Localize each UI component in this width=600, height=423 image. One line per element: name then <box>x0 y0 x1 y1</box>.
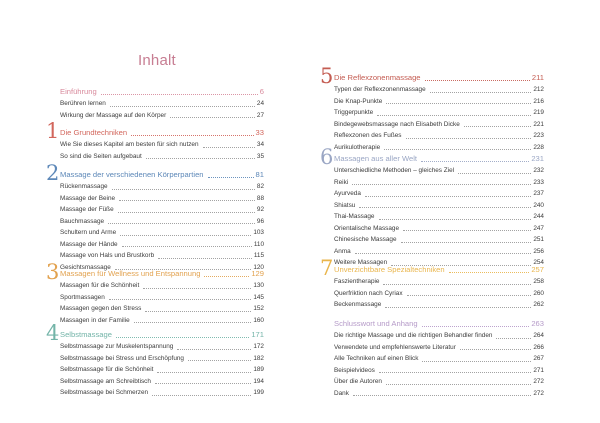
entry-title: Selbstmassage bei Schmerzen <box>60 389 149 397</box>
dot-leader <box>188 360 251 361</box>
dot-leader <box>359 207 531 208</box>
entry-title: Dank <box>334 389 349 397</box>
entry-title: Faszientherapie <box>334 278 380 285</box>
entry-page: 24 <box>256 100 264 107</box>
entry-title: Über die Autoren <box>334 378 382 386</box>
toc-entry[interactable] <box>334 299 544 311</box>
entry-title: Gesichtsmassage <box>60 263 111 271</box>
chapter-title: Massagen aus aller Welt <box>334 154 418 163</box>
chapter-page: 6 <box>259 87 264 96</box>
toc-section-grundtechniken <box>46 119 264 162</box>
entry-page: 267 <box>533 355 544 363</box>
toc-entry[interactable] <box>334 84 544 96</box>
chapter-number: 3 <box>46 260 60 284</box>
entry-title: Die richtige Massage und die richtigen Behandler finden <box>334 332 493 339</box>
dot-leader <box>203 147 255 148</box>
toc-entry[interactable] <box>60 250 264 262</box>
toc-entry[interactable] <box>334 142 544 154</box>
dot-leader <box>118 212 255 213</box>
entry-title: Alle Techniken auf einen Blick <box>334 355 419 363</box>
dot-leader <box>120 235 251 236</box>
entry-title: Bauchmassage <box>60 217 105 225</box>
entry-title: Querfriktion nach Cyriax <box>334 289 403 297</box>
entry-page: 233 <box>533 178 544 186</box>
dot-leader <box>108 223 255 224</box>
chapter-heading[interactable] <box>60 268 264 280</box>
entry-title: Beispielvideos <box>334 366 375 374</box>
entry-page: 212 <box>533 86 544 93</box>
page-title: Inhalt <box>138 52 176 69</box>
dot-leader <box>112 189 255 190</box>
chapter-page: 33 <box>255 128 264 137</box>
entry-title: Massage von Hals und Brustkorb <box>60 252 155 260</box>
entry-page: 96 <box>256 217 264 225</box>
dot-leader <box>353 395 531 396</box>
dot-leader <box>385 307 531 308</box>
entry-title: Shiatsu <box>334 201 356 209</box>
dot-leader <box>170 117 255 118</box>
chapter-title: Die Grundtechniken <box>60 128 128 137</box>
chapter-page: 129 <box>251 269 264 278</box>
dot-leader <box>204 276 249 277</box>
dot-leader <box>134 322 252 323</box>
dot-leader <box>145 311 251 312</box>
entry-title: Triggerpunkte <box>334 109 374 117</box>
entry-title: Wie Sie dieses Kapitel am besten für sich nutzen <box>60 141 199 148</box>
dot-leader <box>449 272 530 273</box>
entry-page: 34 <box>256 141 264 148</box>
toc-entry[interactable] <box>60 110 264 122</box>
entry-page: 232 <box>533 167 544 174</box>
toc-entry[interactable] <box>334 96 544 108</box>
entry-title: Reiki <box>334 178 349 186</box>
entry-title: Anma <box>334 247 351 255</box>
entry-page: 82 <box>256 183 264 190</box>
dot-leader <box>401 242 532 243</box>
dot-leader <box>403 230 531 231</box>
dot-leader <box>421 161 529 162</box>
dot-leader <box>158 258 252 259</box>
toc-entry[interactable] <box>60 280 264 292</box>
toc-entry[interactable] <box>60 139 264 151</box>
toc-entry[interactable] <box>60 387 264 399</box>
dot-leader <box>143 288 251 289</box>
entry-page: 103 <box>253 229 264 237</box>
toc-entry[interactable] <box>334 288 544 300</box>
dot-leader <box>152 395 251 396</box>
chapter-number: 5 <box>320 64 334 88</box>
entry-page: 271 <box>533 366 544 374</box>
entry-page: 88 <box>256 194 264 202</box>
dot-leader <box>355 253 532 254</box>
toc-entry[interactable] <box>334 188 544 200</box>
dot-leader <box>155 383 251 384</box>
dot-leader <box>458 173 531 174</box>
chapter-number: 1 <box>46 119 60 143</box>
dot-leader <box>422 326 530 327</box>
toc-entry[interactable] <box>60 151 264 163</box>
toc-entry[interactable] <box>334 276 544 288</box>
toc-section-anhang <box>334 318 544 399</box>
toc-entry[interactable] <box>334 353 544 365</box>
entry-title: Massage der Hände <box>60 240 118 248</box>
dot-leader <box>122 246 252 247</box>
dot-leader <box>352 184 531 185</box>
chapter-number: 4 <box>46 321 60 345</box>
entry-page: 237 <box>533 190 544 198</box>
entry-page: 92 <box>256 206 264 214</box>
entry-page: 27 <box>256 111 264 119</box>
chapter-page: 231 <box>531 154 544 163</box>
chapter-number: 7 <box>320 256 334 280</box>
toc-entry[interactable] <box>60 315 264 327</box>
entry-page: 35 <box>256 152 264 160</box>
dot-leader <box>377 115 531 116</box>
entry-title: Verwendete und empfehlenswerte Literatur <box>334 343 456 351</box>
chapter-title: Unverzichtbare Spezialtechniken <box>334 265 445 274</box>
entry-title: Selbstmassage am Schreibtisch <box>60 377 151 385</box>
entry-page: 251 <box>533 236 544 244</box>
dot-leader <box>386 384 531 385</box>
toc-entry[interactable] <box>60 227 264 239</box>
entry-title: Massagen für die Schönheit <box>60 282 140 289</box>
toc-entry[interactable] <box>334 165 544 177</box>
toc-entry[interactable] <box>60 216 264 228</box>
toc-entry[interactable] <box>60 376 264 388</box>
dot-leader <box>208 177 254 178</box>
dot-leader <box>383 284 531 285</box>
toc-entry[interactable] <box>60 364 264 376</box>
dot-leader <box>379 219 532 220</box>
entry-title: Bindegewebsmassage nach Elisabeth Dicke <box>334 120 460 128</box>
chapter-page: 81 <box>255 170 264 179</box>
entry-page: 115 <box>253 252 264 260</box>
toc-entry[interactable] <box>60 193 264 205</box>
entry-page: 266 <box>533 343 544 351</box>
chapter-number: 6 <box>320 145 334 169</box>
entry-title: Orientalische Massage <box>334 224 400 232</box>
dot-leader <box>131 135 253 136</box>
toc-entry[interactable] <box>334 211 544 223</box>
toc-section-selbstmassage <box>46 321 264 399</box>
dot-leader <box>177 349 251 350</box>
chapter-title: Massagen für Wellness und Entspannung <box>60 269 201 278</box>
chapter-page: 263 <box>531 319 544 328</box>
entry-title: Selbstmassage bei Stress und Erschöpfung <box>60 354 184 362</box>
chapter-title: Die Reflexzonenmassage <box>334 73 421 82</box>
entry-page: 194 <box>253 377 264 385</box>
entry-page: 262 <box>533 301 544 309</box>
entry-page: 182 <box>253 354 264 362</box>
entry-title: Typen der Reflexzonenmassage <box>334 86 426 93</box>
dot-leader <box>422 361 531 362</box>
chapter-heading[interactable] <box>334 153 544 165</box>
toc-entry[interactable] <box>60 353 264 365</box>
chapter-heading[interactable] <box>334 318 544 330</box>
dot-leader <box>116 337 249 338</box>
entry-page: 216 <box>533 97 544 105</box>
entry-title: Selbstmassage zur Muskelentspannung <box>60 343 174 350</box>
entry-page: 254 <box>533 259 544 267</box>
toc-section-koerperpartien <box>46 161 264 273</box>
toc-entry[interactable] <box>60 181 264 193</box>
dot-leader <box>425 80 530 81</box>
dot-leader <box>119 200 255 201</box>
entry-title: Aurikulotherapie <box>334 143 381 151</box>
entry-title: So sind die Seiten aufgebaut <box>60 152 142 160</box>
entry-page: 145 <box>253 293 264 301</box>
chapter-heading[interactable] <box>334 72 544 84</box>
entry-title: Selbstmassage für die Schönheit <box>60 366 154 374</box>
entry-page: 152 <box>253 305 264 313</box>
entry-title: Sportmassagen <box>60 293 105 301</box>
entry-title: Thai-Massage <box>334 213 375 221</box>
dot-leader <box>146 158 255 159</box>
chapter-page: 211 <box>531 73 544 82</box>
toc-entry[interactable] <box>60 98 264 110</box>
chapter-title: Selbstmassage <box>60 330 112 339</box>
dot-leader <box>407 295 532 296</box>
entry-page: 272 <box>533 378 544 386</box>
entry-page: 244 <box>533 213 544 221</box>
dot-leader <box>386 103 531 104</box>
dot-leader <box>157 372 251 373</box>
entry-title: Rückenmassage <box>60 183 108 190</box>
entry-page: 221 <box>533 120 544 128</box>
entry-page: 223 <box>533 132 544 140</box>
toc-entry[interactable] <box>334 365 544 377</box>
toc-entry[interactable] <box>334 342 544 354</box>
entry-page: 256 <box>533 247 544 255</box>
chapter-title: Einführung <box>60 87 97 96</box>
dot-leader <box>110 106 255 107</box>
toc-entry[interactable] <box>334 376 544 388</box>
dot-leader <box>109 299 252 300</box>
entry-title: Die Knap-Punkte <box>334 97 383 105</box>
chapter-page: 257 <box>531 265 544 274</box>
entry-page: 199 <box>253 389 264 397</box>
chapter-heading[interactable] <box>60 169 264 181</box>
toc-entry[interactable] <box>334 130 544 142</box>
chapter-title: Schlusswort und Anhang <box>334 319 418 328</box>
entry-title: Weitere Massagen <box>334 259 388 267</box>
toc-entry[interactable] <box>60 204 264 216</box>
toc-entry[interactable] <box>334 107 544 119</box>
toc-entry[interactable] <box>334 388 544 400</box>
toc-entry[interactable] <box>60 239 264 251</box>
entry-title: Ayurveda <box>334 190 361 198</box>
entry-page: 272 <box>533 389 544 397</box>
toc-entry[interactable] <box>334 223 544 235</box>
entry-page: 240 <box>533 201 544 209</box>
chapter-number: 2 <box>46 161 60 185</box>
toc-section-einfuehrung <box>60 86 264 121</box>
dot-leader <box>464 126 532 127</box>
chapter-title: Massage der verschiedenen Körperpartien <box>60 170 204 179</box>
toc-entry[interactable] <box>60 341 264 353</box>
chapter-heading[interactable] <box>60 127 264 139</box>
entry-title: Beckenmassage <box>334 301 382 309</box>
toc-entry[interactable] <box>60 292 264 304</box>
entry-page: 258 <box>533 278 544 285</box>
dot-leader <box>101 94 258 95</box>
entry-title: Massagen gegen den Stress <box>60 305 142 313</box>
toc-entry[interactable] <box>334 330 544 342</box>
toc-section-reflexzonen <box>320 64 544 153</box>
entry-page: 130 <box>253 282 264 289</box>
entry-page: 264 <box>533 332 544 339</box>
entry-title: Berühren lernen <box>60 100 106 107</box>
chapter-heading[interactable] <box>60 86 264 98</box>
entry-title: Reflexzonen des Fußes <box>334 132 402 140</box>
entry-page: 260 <box>533 289 544 297</box>
entry-title: Chinesische Massage <box>334 236 397 244</box>
dot-leader <box>384 149 531 150</box>
toc-entry[interactable] <box>334 177 544 189</box>
entry-page: 110 <box>253 240 264 248</box>
toc-entry[interactable] <box>334 246 544 258</box>
dot-leader <box>406 138 532 139</box>
entry-title: Schultern und Arme <box>60 229 117 237</box>
dot-leader <box>379 372 531 373</box>
chapter-heading[interactable] <box>334 264 544 276</box>
toc-entry[interactable] <box>334 234 544 246</box>
dot-leader <box>460 349 531 350</box>
dot-leader <box>430 92 532 93</box>
entry-title: Massage der Beine <box>60 194 116 202</box>
entry-page: 247 <box>533 224 544 232</box>
toc-entry[interactable] <box>334 119 544 131</box>
entry-title: Unterschiedliche Methoden – gleiches Ziel <box>334 167 455 174</box>
entry-page: 228 <box>533 143 544 151</box>
entry-page: 120 <box>253 263 264 271</box>
entry-title: Wirkung der Massage auf den Körper <box>60 111 167 119</box>
entry-page: 160 <box>253 316 264 324</box>
dot-leader <box>365 196 531 197</box>
entry-page: 172 <box>253 343 264 350</box>
dot-leader <box>496 338 531 339</box>
entry-page: 219 <box>533 109 544 117</box>
chapter-heading[interactable] <box>60 329 264 341</box>
entry-page: 189 <box>253 366 264 374</box>
toc-entry[interactable] <box>60 303 264 315</box>
toc-entry[interactable] <box>334 200 544 212</box>
entry-title: Massagen in der Familie <box>60 316 130 324</box>
entry-title: Massage der Füße <box>60 206 114 214</box>
chapter-page: 171 <box>251 330 264 339</box>
